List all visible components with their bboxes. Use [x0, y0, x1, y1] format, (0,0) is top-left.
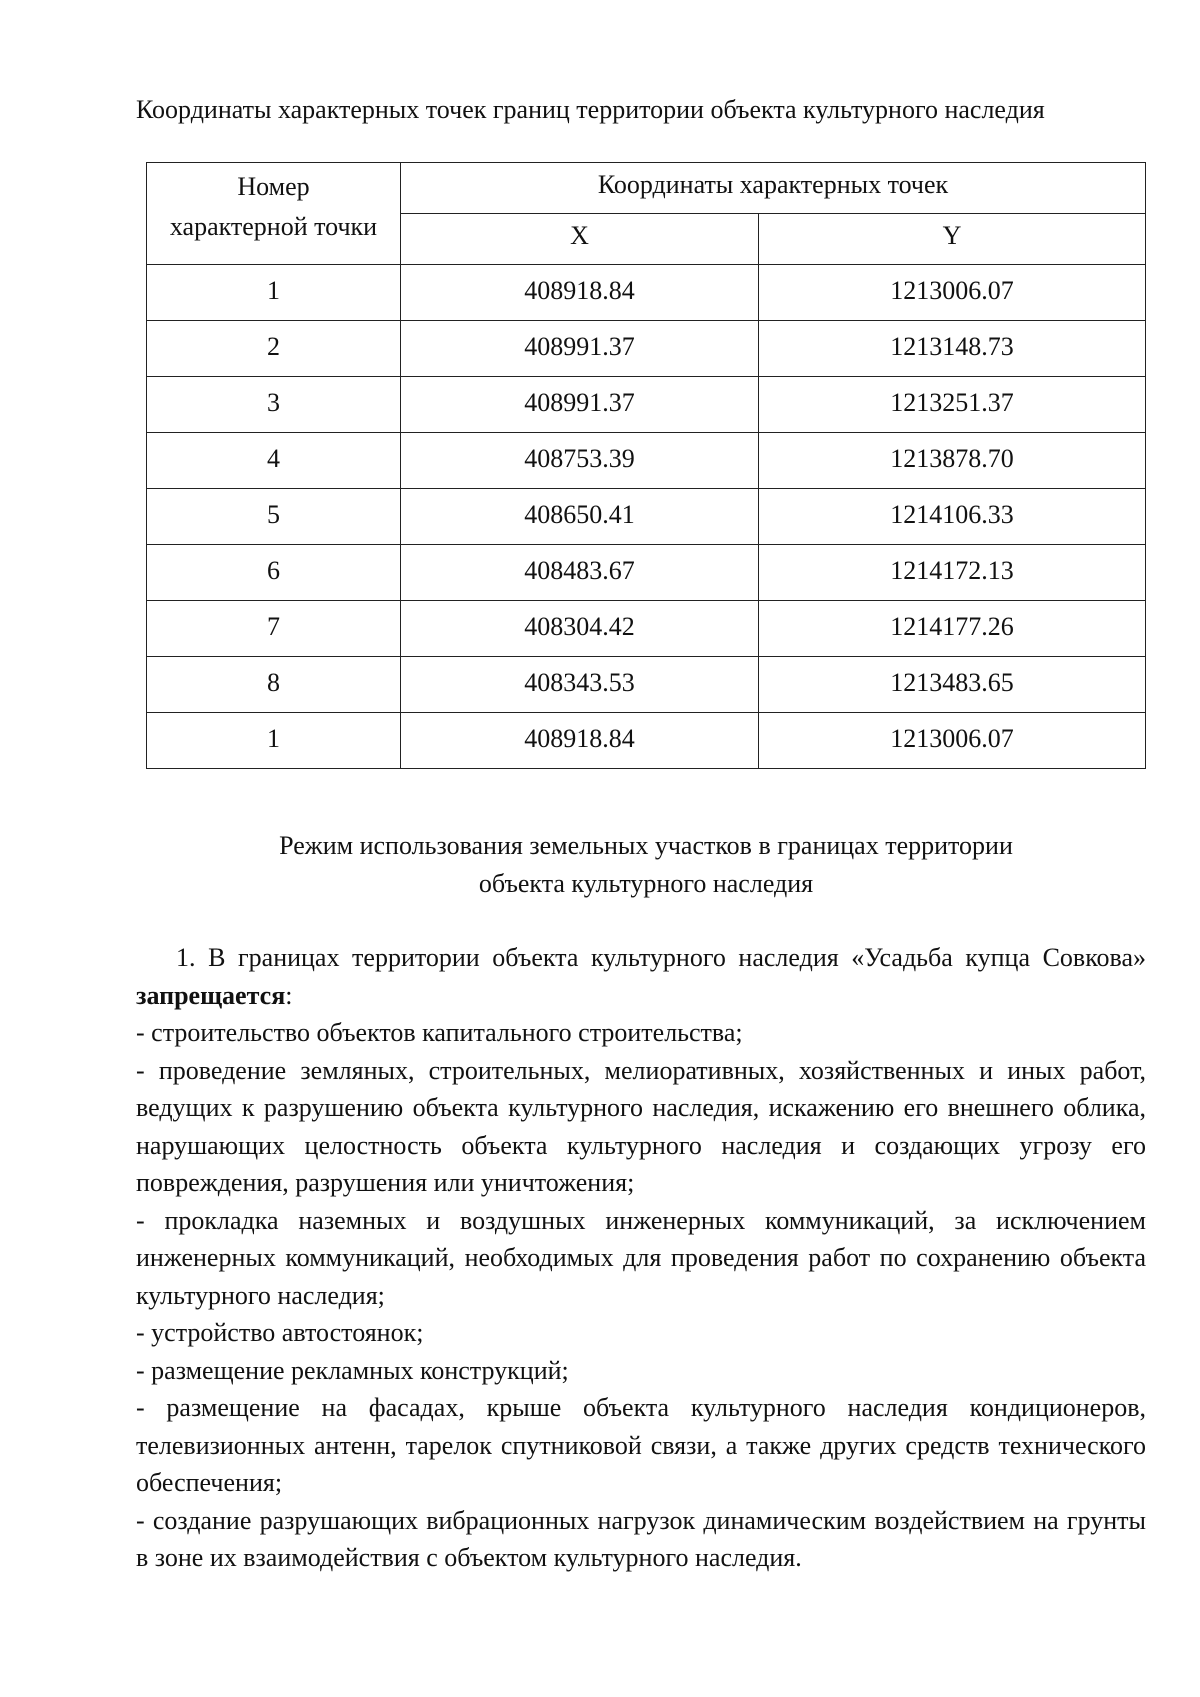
coord-y: 1213148.73 — [759, 321, 1146, 377]
coord-x: 408918.84 — [401, 265, 759, 321]
coord-y: 1213006.07 — [759, 713, 1146, 769]
coord-x: 408483.67 — [401, 545, 759, 601]
list-item: - создание разрушающих вибрационных нагрузок динамическим воздействием на грунты в зоне их взаимодействия с объектом культурного наследия. — [136, 1505, 1146, 1572]
paragraph-1-prefix: 1. В границах территории объекта культурного наследия «Усадьба купца Совкова» — [176, 943, 1146, 972]
header-point-number-line2: характерной точки — [169, 212, 378, 241]
header-y: Y — [759, 214, 1146, 265]
list-item: - размещение рекламных конструкций; — [136, 1355, 569, 1385]
point-number: 7 — [147, 601, 401, 657]
section-title-line2: объекта культурного наследия — [478, 869, 814, 898]
coordinates-table — [146, 162, 1146, 769]
coord-y: 1213878.70 — [759, 433, 1146, 489]
list-item: - размещение на фасадах, крыше объекта культурного наследия кондиционеров, телевизионных антенн, тарелок спутниковой связи, а также других средств технического обеспечения; — [136, 1393, 1146, 1497]
point-number: 2 — [147, 321, 401, 377]
coord-y: 1214172.13 — [759, 545, 1146, 601]
list-item: - прокладка наземных и воздушных инженерных коммуникаций, за исключением инженерных коммуникаций, необходимых для проведения работ по сохранению объекта культурного наследия; — [136, 1205, 1146, 1310]
section-title-line1: Режим использования земельных участков в границах территории — [279, 831, 1013, 860]
point-number: 5 — [147, 489, 401, 545]
table-row — [147, 433, 1146, 489]
coord-x: 408650.41 — [401, 489, 759, 545]
point-number: 8 — [147, 657, 401, 713]
header-point-number — [147, 163, 401, 265]
list-item: - устройство автостоянок; — [136, 1318, 424, 1347]
table-title: Координаты характерных точек границ территории объекта культурного наследия — [136, 95, 1045, 124]
coord-y: 1213251.37 — [759, 377, 1146, 433]
point-number: 3 — [147, 377, 401, 433]
coord-y: 1214106.33 — [759, 489, 1146, 545]
paragraph-1-suffix: : — [285, 980, 293, 1010]
coord-x: 408753.39 — [401, 433, 759, 489]
regulations-text — [136, 939, 1146, 1577]
coord-y: 1213006.07 — [759, 265, 1146, 321]
header-coordinates: Координаты характерных точек — [401, 163, 1146, 214]
table-row — [147, 601, 1146, 657]
point-number: 1 — [147, 265, 401, 321]
coord-y: 1213483.65 — [759, 657, 1146, 713]
point-number: 4 — [147, 433, 401, 489]
paragraph-1 — [136, 939, 1146, 1014]
list-item: - строительство объектов капитального строительства; — [136, 1018, 743, 1047]
coord-x: 408343.53 — [401, 657, 759, 713]
coord-x: 408991.37 — [401, 377, 759, 433]
table-row — [147, 489, 1146, 545]
list-item: - проведение земляных, строительных, мелиоративных, хозяйственных и иных работ, ведущих к разрушению объекта культурного наследия, искажению его внешнего облика, нарушающих целостность объекта культурного наследия и создающих угрозу его повреждения, разрушения или уничтожения; — [136, 1055, 1146, 1197]
table-row — [147, 321, 1146, 377]
table-row — [147, 377, 1146, 433]
paragraph-1-bold: запрещается — [136, 980, 286, 1010]
table-row — [147, 713, 1146, 769]
table-row — [147, 657, 1146, 713]
coord-y: 1214177.26 — [759, 601, 1146, 657]
section-title — [146, 827, 1146, 903]
coord-x: 408918.84 — [401, 713, 759, 769]
coord-x: 408991.37 — [401, 321, 759, 377]
header-x: X — [401, 214, 759, 265]
table-row — [147, 545, 1146, 601]
point-number: 6 — [147, 545, 401, 601]
table-row — [147, 265, 1146, 321]
point-number: 1 — [147, 713, 401, 769]
header-point-number-line1: Номер — [237, 172, 310, 201]
coord-x: 408304.42 — [401, 601, 759, 657]
